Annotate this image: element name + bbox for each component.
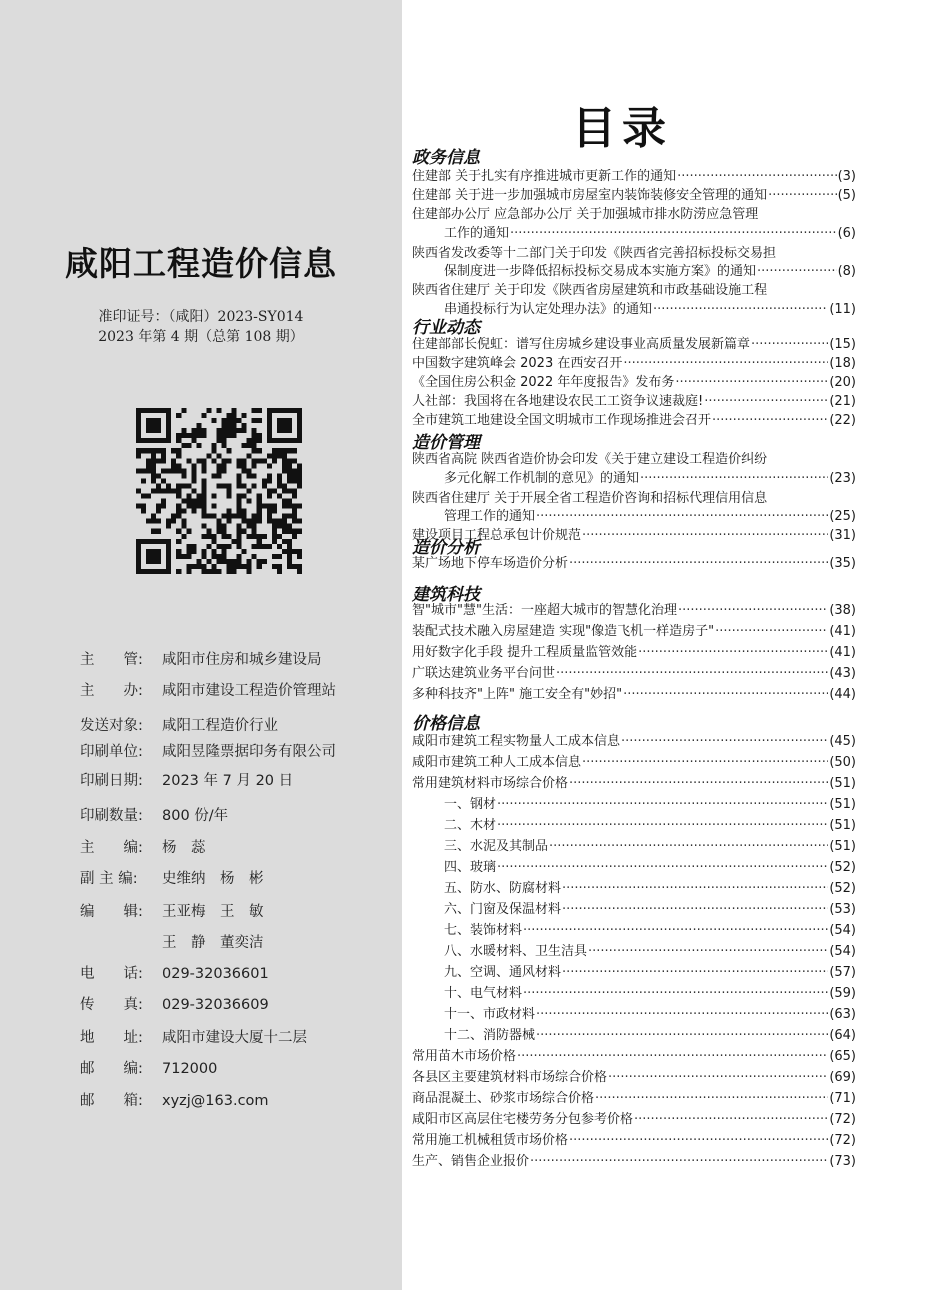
toc-leader-dots xyxy=(677,167,836,186)
toc-page-number: (53) xyxy=(829,902,856,917)
toc-entry-text: 陕西省住建厅 关于印发《陕西省房屋建筑和市政基础设施工程 xyxy=(412,283,768,298)
toc-entry-text: 用好数字化手段 提升工程质量监管效能 xyxy=(412,645,638,660)
info-value: 咸阳工程造价行业 xyxy=(162,718,278,734)
toc-section-title: 造价管理 xyxy=(412,433,480,453)
toc-leader-dots xyxy=(497,795,828,814)
info-row xyxy=(80,714,278,735)
info-row xyxy=(80,804,228,825)
toc-entry[interactable] xyxy=(444,858,856,877)
toc-entry[interactable] xyxy=(412,167,856,186)
toc-entry[interactable] xyxy=(444,262,856,281)
toc-page-number: (6) xyxy=(837,226,856,241)
toc-entry-text: 多种科技齐"上阵" 施工安全有"妙招" xyxy=(412,687,623,702)
toc-entry-text: 《全国住房公积金 2022 年年度报告》发布务 xyxy=(412,375,675,390)
toc-section-title: 价格信息 xyxy=(412,714,480,734)
toc-page-number: (45) xyxy=(829,734,856,749)
toc-leader-dots xyxy=(562,963,828,982)
toc-entry-text: 广联达建筑业务平台问世 xyxy=(412,666,556,681)
toc-leader-dots xyxy=(623,354,828,373)
info-label: 主 编: xyxy=(80,840,143,856)
info-value: 029-32036601 xyxy=(162,966,269,982)
toc-entry-text: 人社部：我国将在各地建设农民工工资争议速裁庭! xyxy=(412,394,704,409)
toc-entry-text: 常用建筑材料市场综合价格 xyxy=(412,776,569,791)
toc-leader-dots xyxy=(530,1152,828,1171)
toc-leader-dots xyxy=(562,879,828,898)
toc-page-number: (69) xyxy=(829,1070,856,1085)
toc-entry[interactable] xyxy=(412,1152,856,1171)
info-label: 邮 编: xyxy=(80,1061,143,1077)
info-value: 800 份/年 xyxy=(162,808,229,824)
toc-entry[interactable] xyxy=(412,622,856,641)
toc-leader-dots xyxy=(569,1131,828,1150)
toc-page-number: (41) xyxy=(829,624,856,639)
toc-entry-text: 智"城市"慧"生活：一座超大城市的智慧化治理 xyxy=(412,603,677,618)
toc-leader-dots xyxy=(510,224,837,243)
toc-page-number: (54) xyxy=(829,944,856,959)
toc-page-number: (51) xyxy=(829,839,856,854)
toc-page-number: (41) xyxy=(829,645,856,660)
toc-entry[interactable] xyxy=(444,963,856,982)
toc-page-number: (22) xyxy=(829,413,856,428)
info-label: 副 主 编: xyxy=(80,871,138,887)
toc-entry[interactable] xyxy=(444,507,856,526)
toc-entry[interactable] xyxy=(412,205,856,224)
toc-entry-text: 咸阳市建筑工种人工成本信息 xyxy=(412,755,582,770)
toc-leader-dots xyxy=(757,262,837,281)
toc-page-number: (21) xyxy=(829,394,856,409)
toc-page-number: (65) xyxy=(829,1049,856,1064)
toc-page-number: (5) xyxy=(837,188,856,203)
toc-entry[interactable] xyxy=(412,392,856,411)
toc-leader-dots xyxy=(640,469,828,488)
info-value: 史维纳 杨 彬 xyxy=(162,871,264,887)
toc-page-number: (72) xyxy=(829,1133,856,1148)
toc-entry-text: 工作的通知 xyxy=(444,226,510,241)
cover-left-panel xyxy=(0,0,402,1290)
toc-page-number: (51) xyxy=(829,776,856,791)
toc-entry[interactable] xyxy=(444,1005,856,1024)
info-row xyxy=(80,769,293,790)
toc-entry-text: 六、门窗及保温材料 xyxy=(444,902,562,917)
toc-leader-dots xyxy=(569,554,828,573)
toc-entry-text: 十一、市政材料 xyxy=(444,1007,536,1022)
toc-entry-text: 串通投标行为认定处理办法》的通知 xyxy=(444,302,653,317)
toc-entry[interactable] xyxy=(444,879,856,898)
toc-leader-dots xyxy=(623,685,828,704)
toc-entry-text: 陕西省发改委等十二部门关于印发《陕西省完善招标投标交易担 xyxy=(412,246,777,261)
toc-leader-dots xyxy=(523,921,828,940)
toc-leader-dots xyxy=(569,774,828,793)
toc-page-number: (18) xyxy=(829,356,856,371)
permit-block xyxy=(0,307,402,347)
toc-leader-dots xyxy=(582,753,828,772)
toc-entry-text: 陕西省高院 陕西省造价协会印发《关于建立建设工程造价纠纷 xyxy=(412,452,768,467)
toc-page-number: (20) xyxy=(829,375,856,390)
toc-entry-text: 五、防水、防腐材料 xyxy=(444,881,562,896)
info-row xyxy=(80,1026,307,1047)
toc-leader-dots xyxy=(562,900,828,919)
toc-entry[interactable] xyxy=(412,643,856,662)
toc-leader-dots xyxy=(751,335,828,354)
toc-entry[interactable] xyxy=(412,244,856,263)
toc-entry-text: 各县区主要建筑材料市场综合价格 xyxy=(412,1070,608,1085)
toc-entry[interactable] xyxy=(412,1068,856,1087)
toc-entry-text: 全市建筑工地建设全国文明城市工作现场推进会召开 xyxy=(412,413,712,428)
toc-page-number: (52) xyxy=(829,881,856,896)
toc-leader-dots xyxy=(595,1089,828,1108)
toc-page-number: (8) xyxy=(837,264,856,279)
toc-entry-text: 咸阳市区高层住宅楼劳务分包参考价格 xyxy=(412,1112,634,1127)
toc-entry-text: 十二、消防器械 xyxy=(444,1028,536,1043)
toc-entry-text: 一、钢材 xyxy=(444,797,497,812)
toc-entry-text: 四、玻璃 xyxy=(444,860,497,875)
toc-entry[interactable] xyxy=(444,816,856,835)
toc-entry[interactable] xyxy=(412,373,856,392)
toc-leader-dots xyxy=(715,622,828,641)
qr-code-icon xyxy=(136,407,302,575)
toc-entry-text: 中国数字建筑峰会 2023 在西安召开 xyxy=(412,356,623,371)
toc-entry[interactable] xyxy=(412,774,856,793)
toc-section-title: 造价分析 xyxy=(412,538,480,558)
toc-entry[interactable] xyxy=(412,685,856,704)
toc-entry-text: 商品混凝土、砂浆市场综合价格 xyxy=(412,1091,595,1106)
info-value: 029-32036609 xyxy=(162,997,269,1013)
info-label: 印刷日期: xyxy=(80,773,143,789)
toc-page-number: (25) xyxy=(829,509,856,524)
toc-entry-text: 管理工作的通知 xyxy=(444,509,536,524)
toc-page-number: (43) xyxy=(829,666,856,681)
toc-leader-dots xyxy=(523,984,828,1003)
toc-entry[interactable] xyxy=(412,1131,856,1150)
info-label: 邮 箱: xyxy=(80,1093,143,1109)
toc-leader-dots xyxy=(638,643,828,662)
info-value: 2023 年 7 月 20 日 xyxy=(162,773,294,789)
toc-entry[interactable] xyxy=(412,732,856,751)
info-row xyxy=(80,740,336,761)
info-value: 王 静 董奕洁 xyxy=(162,935,264,951)
toc-entry-text: 常用施工机械租赁市场价格 xyxy=(412,1133,569,1148)
toc-section-title: 政务信息 xyxy=(412,148,480,168)
toc-page-number: (50) xyxy=(829,755,856,770)
info-value: xyzj@163.com xyxy=(162,1093,269,1109)
toc-page-number: (38) xyxy=(829,603,856,618)
toc-entry[interactable] xyxy=(412,601,856,620)
toc-entry[interactable] xyxy=(444,984,856,1003)
toc-page-number: (73) xyxy=(829,1154,856,1169)
info-row xyxy=(80,836,206,857)
toc-page-number: (57) xyxy=(829,965,856,980)
toc-leader-dots xyxy=(621,732,828,751)
toc-entry-text: 三、水泥及其制品 xyxy=(444,839,549,854)
info-value: 咸阳市建设大厦十二层 xyxy=(162,1030,307,1046)
toc-entry[interactable] xyxy=(412,554,856,573)
toc-leader-dots xyxy=(549,837,828,856)
toc-entry[interactable] xyxy=(412,1047,856,1066)
toc-leader-dots xyxy=(536,1026,828,1045)
permit-number: 准印证号：（咸阳）2023-SY014 xyxy=(98,309,304,325)
toc-entry[interactable] xyxy=(412,186,856,205)
toc-leader-dots xyxy=(608,1068,828,1087)
info-value: 咸阳市建设工程造价管理站 xyxy=(162,683,336,699)
toc-page-number: (3) xyxy=(837,169,856,184)
toc-entry[interactable] xyxy=(444,900,856,919)
info-value: 咸阳市住房和城乡建设局 xyxy=(162,652,322,668)
toc-entry-text: 多元化解工作机制的意见》的通知 xyxy=(444,471,640,486)
info-label: 主 办: xyxy=(80,683,143,699)
toc-section-title: 行业动态 xyxy=(412,318,480,338)
issue-number: 2023 年第 4 期（总第 108 期） xyxy=(98,329,304,345)
info-value: 712000 xyxy=(162,1061,218,1077)
info-row xyxy=(80,648,322,669)
toc-page-number: (71) xyxy=(829,1091,856,1106)
toc-entry-text: 住建部 关于扎实有序推进城市更新工作的通知 xyxy=(412,169,677,184)
info-label: 主 管: xyxy=(80,652,143,668)
toc-page-number: (51) xyxy=(829,797,856,812)
toc-entry-text: 某广场地下停车场造价分析 xyxy=(412,556,569,571)
toc-entry[interactable] xyxy=(444,224,856,243)
toc-leader-dots xyxy=(536,507,828,526)
info-value: 咸阳昱隆票据印务有限公司 xyxy=(162,744,336,760)
info-row xyxy=(80,867,264,888)
info-row xyxy=(80,931,264,952)
toc-leader-dots xyxy=(582,526,828,545)
info-label: 传 真: xyxy=(80,997,143,1013)
toc-entry[interactable] xyxy=(412,664,856,683)
toc-entry[interactable] xyxy=(412,281,856,300)
toc-entry[interactable] xyxy=(444,837,856,856)
info-row xyxy=(80,1057,217,1078)
toc-leader-dots xyxy=(653,300,828,319)
toc-entry-text: 装配式技术融入房屋建造 实现"像造飞机一样造房子" xyxy=(412,624,715,639)
info-label: 印刷数量: xyxy=(80,808,143,824)
toc-entry-text: 建设项目工程总承包计价规范 xyxy=(412,528,582,543)
info-label: 印刷单位: xyxy=(80,744,143,760)
info-row xyxy=(80,1089,269,1110)
toc-page-number: (72) xyxy=(829,1112,856,1127)
toc-leader-dots xyxy=(634,1110,828,1129)
toc-entry-text: 生产、销售企业报价 xyxy=(412,1154,530,1169)
toc-leader-dots xyxy=(675,373,828,392)
toc-entry-text: 住建部部长倪虹：谱写住房城乡建设事业高质量发展新篇章 xyxy=(412,337,751,352)
toc-leader-dots xyxy=(517,1047,828,1066)
toc-entry[interactable] xyxy=(412,489,856,508)
toc-entry-text: 常用苗木市场价格 xyxy=(412,1049,517,1064)
info-label: 编 辑: xyxy=(80,904,143,920)
toc-entry-text: 住建部 关于进一步加强城市房屋室内装饰装修安全管理的通知 xyxy=(412,188,768,203)
toc-entry-text: 咸阳市建筑工程实物量人工成本信息 xyxy=(412,734,621,749)
toc-entry[interactable] xyxy=(444,921,856,940)
toc-page-number: (11) xyxy=(829,302,856,317)
magazine-title: 咸阳工程造价信息 xyxy=(65,244,337,283)
toc-page-number: (54) xyxy=(829,923,856,938)
info-row xyxy=(80,900,264,921)
toc-page-number: (52) xyxy=(829,860,856,875)
info-row xyxy=(80,993,269,1014)
toc-page-number: (35) xyxy=(829,556,856,571)
toc-entry-text: 住建部办公厅 应急部办公厅 关于加强城市排水防涝应急管理 xyxy=(412,207,759,222)
info-row xyxy=(80,962,269,983)
toc-leader-dots xyxy=(588,942,828,961)
toc-page-number: (44) xyxy=(829,687,856,702)
toc-entry[interactable] xyxy=(444,469,856,488)
toc-entry-text: 十、电气材料 xyxy=(444,986,523,1001)
toc-entry[interactable] xyxy=(412,354,856,373)
info-value: 王亚梅 王 敏 xyxy=(162,904,264,920)
toc-entry-text: 七、装饰材料 xyxy=(444,923,523,938)
toc-leader-dots xyxy=(712,411,828,430)
table-of-contents xyxy=(402,0,950,1290)
toc-leader-dots xyxy=(556,664,828,683)
toc-entry[interactable] xyxy=(412,1110,856,1129)
info-label: 电 话: xyxy=(80,966,143,982)
toc-leader-dots xyxy=(497,858,828,877)
toc-page-number: (51) xyxy=(829,818,856,833)
toc-entry[interactable] xyxy=(444,795,856,814)
toc-leader-dots xyxy=(768,186,836,205)
toc-leader-dots xyxy=(536,1005,828,1024)
toc-entry-text: 二、木材 xyxy=(444,818,497,833)
info-label: 地 址: xyxy=(80,1030,143,1046)
toc-title: 目录 xyxy=(572,103,672,154)
toc-section-title: 建筑科技 xyxy=(412,585,480,605)
toc-entry-text: 八、水暖材料、卫生洁具 xyxy=(444,944,588,959)
toc-leader-dots xyxy=(704,392,828,411)
toc-entry[interactable] xyxy=(444,942,856,961)
info-label: 发送对象: xyxy=(80,718,143,734)
toc-entry[interactable] xyxy=(444,1026,856,1045)
toc-leader-dots xyxy=(497,816,828,835)
toc-page-number: (63) xyxy=(829,1007,856,1022)
toc-entry[interactable] xyxy=(412,335,856,354)
toc-page-number: (64) xyxy=(829,1028,856,1043)
toc-page-number: (23) xyxy=(829,471,856,486)
toc-entry[interactable] xyxy=(412,1089,856,1108)
toc-entry-text: 保制度进一步降低招标投标交易成本实施方案》的通知 xyxy=(444,264,757,279)
toc-entry[interactable] xyxy=(412,450,856,469)
toc-entry-text: 陕西省住建厅 关于开展全省工程造价咨询和招标代理信用信息 xyxy=(412,491,768,506)
info-row xyxy=(80,679,336,700)
toc-entry[interactable] xyxy=(444,300,856,319)
toc-leader-dots xyxy=(678,601,828,620)
toc-page-number: (15) xyxy=(829,337,856,352)
toc-entry-text: 九、空调、通风材料 xyxy=(444,965,562,980)
toc-entry[interactable] xyxy=(412,753,856,772)
toc-page-number: (31) xyxy=(829,528,856,543)
toc-page-number: (59) xyxy=(829,986,856,1001)
info-value: 杨 蕊 xyxy=(162,840,206,856)
